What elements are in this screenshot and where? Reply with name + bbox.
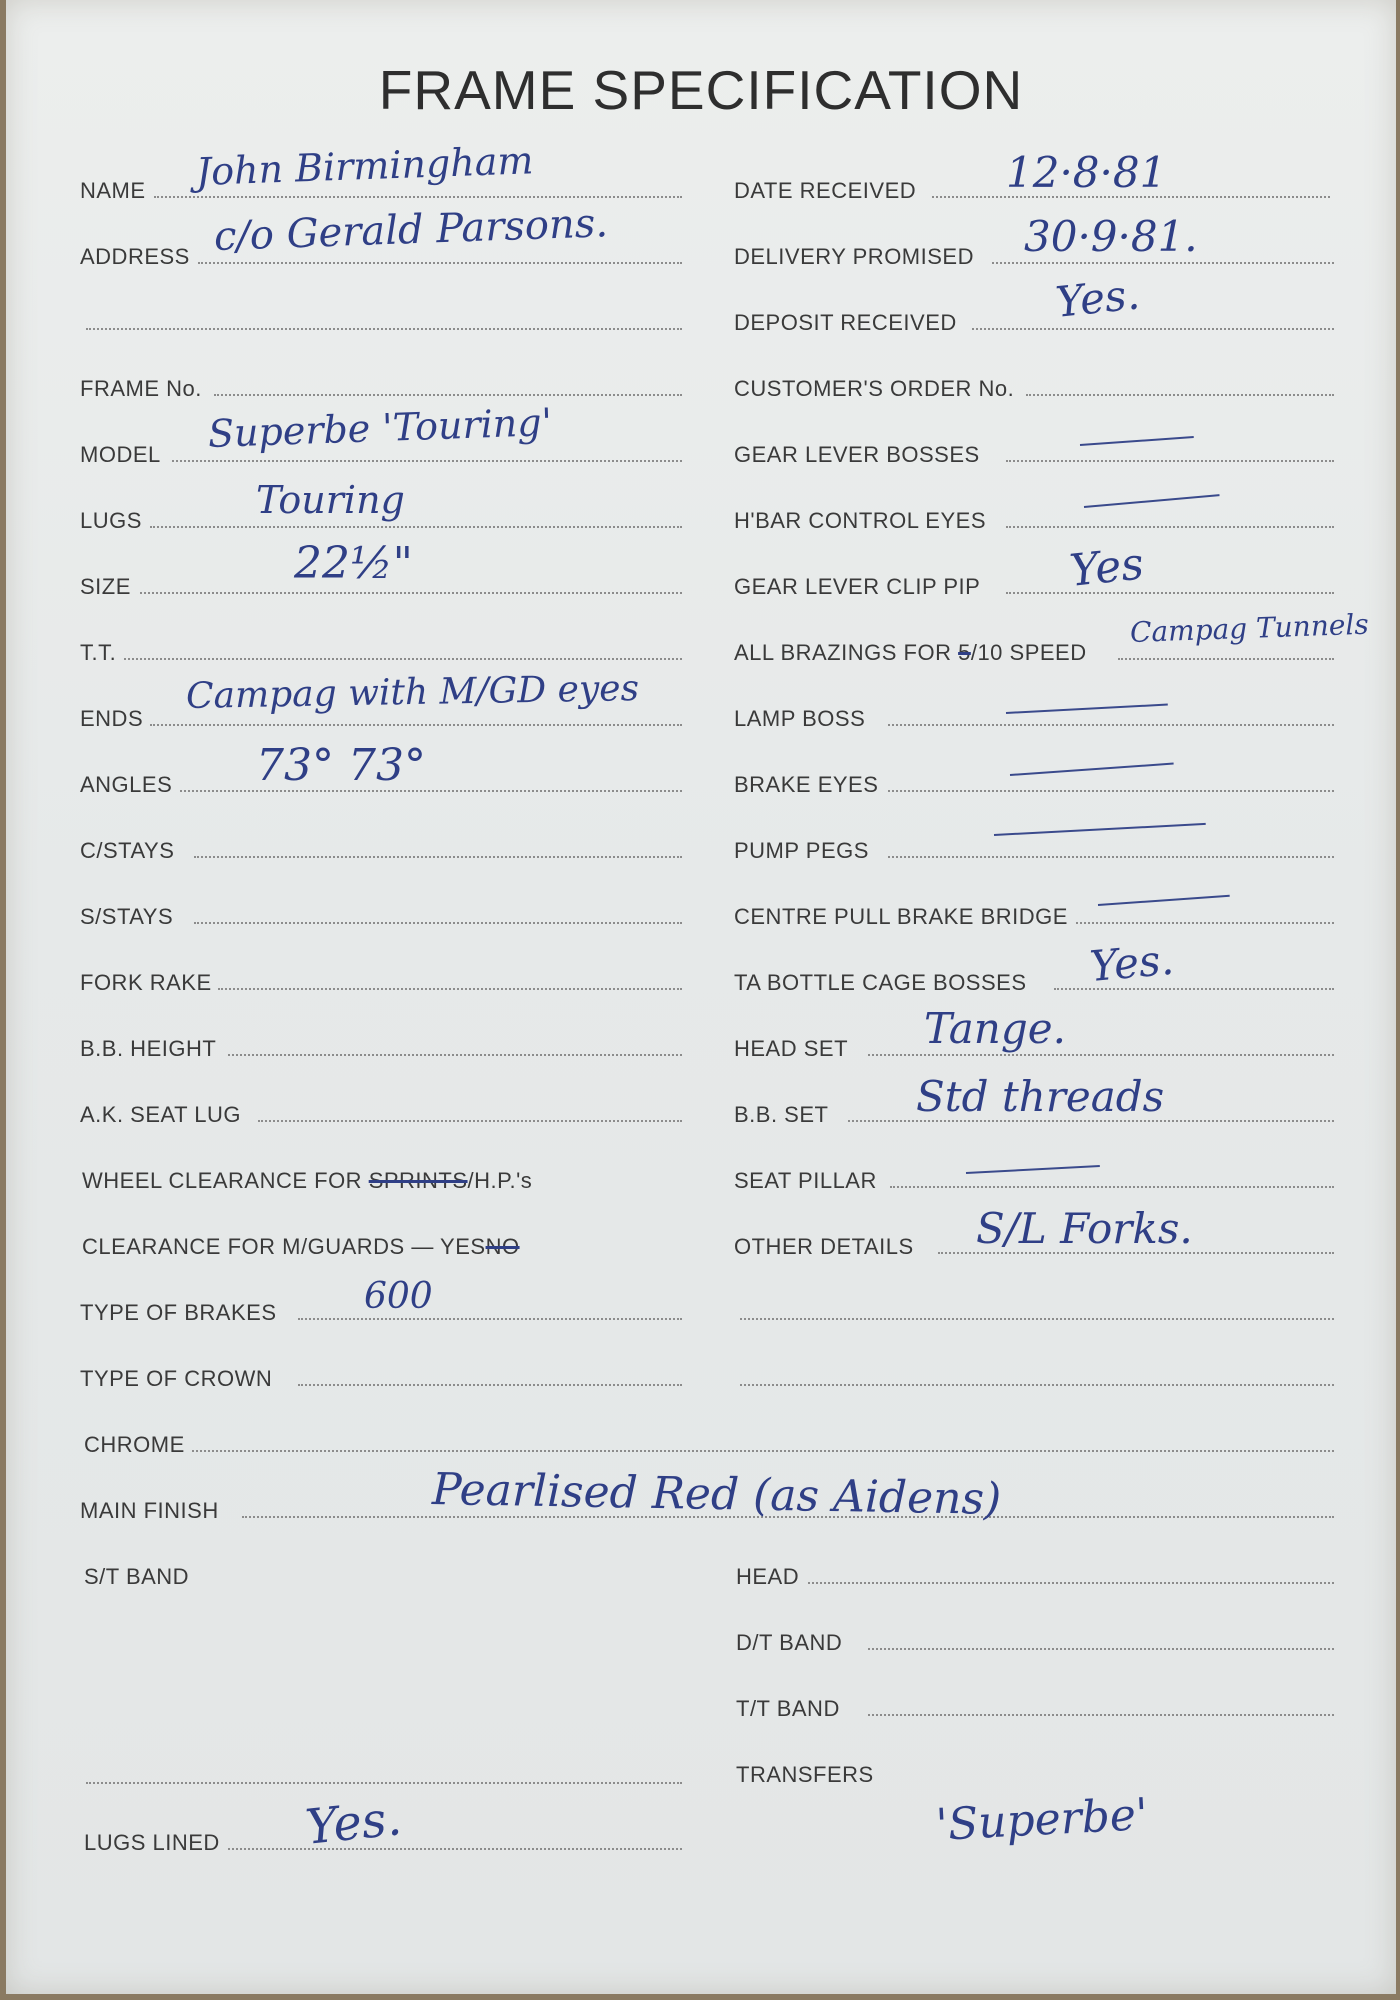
hbar-control-eyes-line: [1006, 526, 1334, 528]
seat-pillar-label: SEAT PILLAR: [734, 1168, 877, 1193]
gear-lever-bosses-line: [1006, 460, 1334, 462]
seat-pillar-dash: [966, 1165, 1100, 1174]
other-details-label: OTHER DETAILS: [734, 1234, 914, 1259]
transfers-value: 'Superbe': [934, 1788, 1150, 1851]
lugs-label: LUGS: [80, 508, 142, 533]
tt-line: [124, 658, 682, 660]
hbar-control-eyes-dash: [1084, 494, 1220, 508]
ends-value: Campag with M/GD eyes: [185, 668, 640, 717]
tt-label: T.T.: [80, 640, 117, 665]
brake-eyes-line: [888, 790, 1334, 792]
hbar-control-eyes-label: H'BAR CONTROL EYES: [734, 508, 986, 533]
head-set-label: HEAD SET: [734, 1036, 849, 1061]
frame-no-label: FRAME No.: [80, 376, 202, 401]
fork-rake-label: FORK RAKE: [80, 970, 212, 995]
name-value: John Birmingham: [195, 138, 535, 194]
wheel-clearance-label: WHEEL CLEARANCE FOR SPRINTS/H.P.'s: [82, 1168, 533, 1193]
brakes-label: TYPE OF BRAKES: [80, 1300, 277, 1325]
bb-height-line: [228, 1054, 682, 1056]
angles-value: 73° 73°: [256, 740, 426, 791]
address-line: [198, 262, 682, 264]
lugs-lined-value: Yes.: [303, 1790, 405, 1856]
main-finish-value: Pearlised Red (as Aidens): [431, 1464, 1002, 1525]
centre-pull-label: CENTRE PULL BRAKE BRIDGE: [734, 904, 1068, 929]
ta-bottle-value: Yes.: [1087, 934, 1176, 991]
customers-order-label: CUSTOMER'S ORDER No.: [734, 376, 1015, 401]
sstays-line: [194, 922, 682, 924]
gear-lever-bosses-dash: [1080, 436, 1194, 446]
dt-band-label: D/T BAND: [736, 1630, 843, 1655]
mguards-label: CLEARANCE FOR M/GUARDS — YESNO: [82, 1234, 520, 1259]
model-line: [172, 460, 682, 462]
date-received-value: 12·8·81: [1006, 148, 1167, 197]
name-label: NAME: [80, 178, 146, 203]
bb-set-label: B.B. SET: [734, 1102, 829, 1127]
all-brazings-value: Campag Tunnels: [1129, 607, 1370, 649]
brakes-value: 600: [364, 1276, 433, 1317]
centre-pull-dash: [1098, 895, 1230, 906]
main-finish-label: MAIN FINISH: [80, 1498, 219, 1523]
other-details-line-3: [740, 1384, 1334, 1386]
brake-eyes-dash: [1010, 763, 1174, 776]
brake-eyes-label: BRAKE EYES: [734, 772, 879, 797]
ak-seat-lug-line: [258, 1120, 682, 1122]
gear-lever-clip-pip-value: Yes: [1067, 538, 1147, 597]
transfers-label: TRANSFERS: [736, 1762, 874, 1787]
gear-lever-clip-pip-label: GEAR LEVER CLIP PIP: [734, 574, 981, 599]
delivery-promised-value: 30·9·81.: [1024, 212, 1198, 261]
head-set-value: Tange.: [924, 1004, 1066, 1053]
size-value: 22½": [294, 538, 413, 589]
lamp-boss-dash: [1006, 704, 1168, 714]
tt-band-label: T/T BAND: [736, 1696, 840, 1721]
head-label: HEAD: [736, 1564, 800, 1589]
ends-label: ENDS: [80, 706, 144, 731]
model-label: MODEL: [80, 442, 161, 467]
crown-label: TYPE OF CROWN: [80, 1366, 273, 1391]
all-brazings-struck: 5: [958, 640, 971, 665]
brakes-line: [298, 1318, 682, 1320]
bb-set-value: Std threads: [916, 1072, 1165, 1121]
name-line: [154, 196, 682, 198]
gear-lever-clip-pip-line: [1006, 592, 1334, 594]
other-details-value: S/L Forks.: [976, 1204, 1193, 1253]
pump-pegs-line: [888, 856, 1334, 858]
address-value: c/o Gerald Parsons.: [213, 200, 609, 260]
lugs-lined-line: [228, 1848, 682, 1850]
ak-seat-lug-label: A.K. SEAT LUG: [80, 1102, 241, 1127]
head-set-line: [868, 1054, 1334, 1056]
bb-height-label: B.B. HEIGHT: [80, 1036, 217, 1061]
ta-bottle-label: TA BOTTLE CAGE BOSSES: [734, 970, 1027, 995]
lamp-boss-line: [888, 724, 1334, 726]
deposit-received-value: Yes.: [1053, 269, 1142, 327]
customers-order-line: [1026, 394, 1334, 396]
angles-label: ANGLES: [80, 772, 173, 797]
frame-no-line: [214, 394, 682, 396]
size-line: [140, 592, 682, 594]
date-received-label: DATE RECEIVED: [734, 178, 917, 203]
size-label: SIZE: [80, 574, 131, 599]
form-title: FRAME SPECIFICATION: [378, 59, 1024, 121]
crown-line: [298, 1384, 682, 1386]
ends-line: [150, 724, 682, 726]
sstays-label: S/STAYS: [80, 904, 174, 929]
st-band-label: S/T BAND: [84, 1564, 190, 1589]
mguards-struck: NO: [485, 1234, 520, 1259]
pump-pegs-dash: [994, 823, 1206, 836]
chrome-line: [192, 1450, 1334, 1452]
cstays-line: [194, 856, 682, 858]
all-brazings-label: ALL BRAZINGS FOR 5/10 SPEED: [734, 640, 1087, 665]
chrome-label: CHROME: [84, 1432, 185, 1457]
gear-lever-bosses-label: GEAR LEVER BOSSES: [734, 442, 980, 467]
wheel-clearance-struck: SPRINTS: [368, 1168, 468, 1193]
seat-pillar-line: [890, 1186, 1334, 1188]
pump-pegs-label: PUMP PEGS: [734, 838, 869, 863]
delivery-promised-line: [992, 262, 1334, 264]
lugs-value: Touring: [256, 478, 405, 522]
fork-rake-line: [218, 988, 682, 990]
other-details-line-2: [740, 1318, 1334, 1320]
model-value: Superbe 'Touring': [207, 400, 553, 456]
head-line: [808, 1582, 1334, 1584]
cstays-label: C/STAYS: [80, 838, 175, 863]
dt-band-line: [868, 1648, 1334, 1650]
lugs-lined-label: LUGS LINED: [84, 1830, 220, 1855]
tt-band-line: [868, 1714, 1334, 1716]
lugs-line: [150, 526, 682, 528]
centre-pull-line: [1076, 922, 1334, 924]
delivery-promised-label: DELIVERY PROMISED: [734, 244, 974, 269]
lamp-boss-label: LAMP BOSS: [734, 706, 866, 731]
address-line-2: [86, 328, 682, 330]
address-label: ADDRESS: [80, 244, 190, 269]
blank-line: [86, 1782, 682, 1784]
deposit-received-label: DEPOSIT RECEIVED: [734, 310, 957, 335]
all-brazings-line: [1118, 658, 1334, 660]
deposit-received-line: [972, 328, 1334, 330]
frame-specification-form: [6, 0, 1396, 1994]
